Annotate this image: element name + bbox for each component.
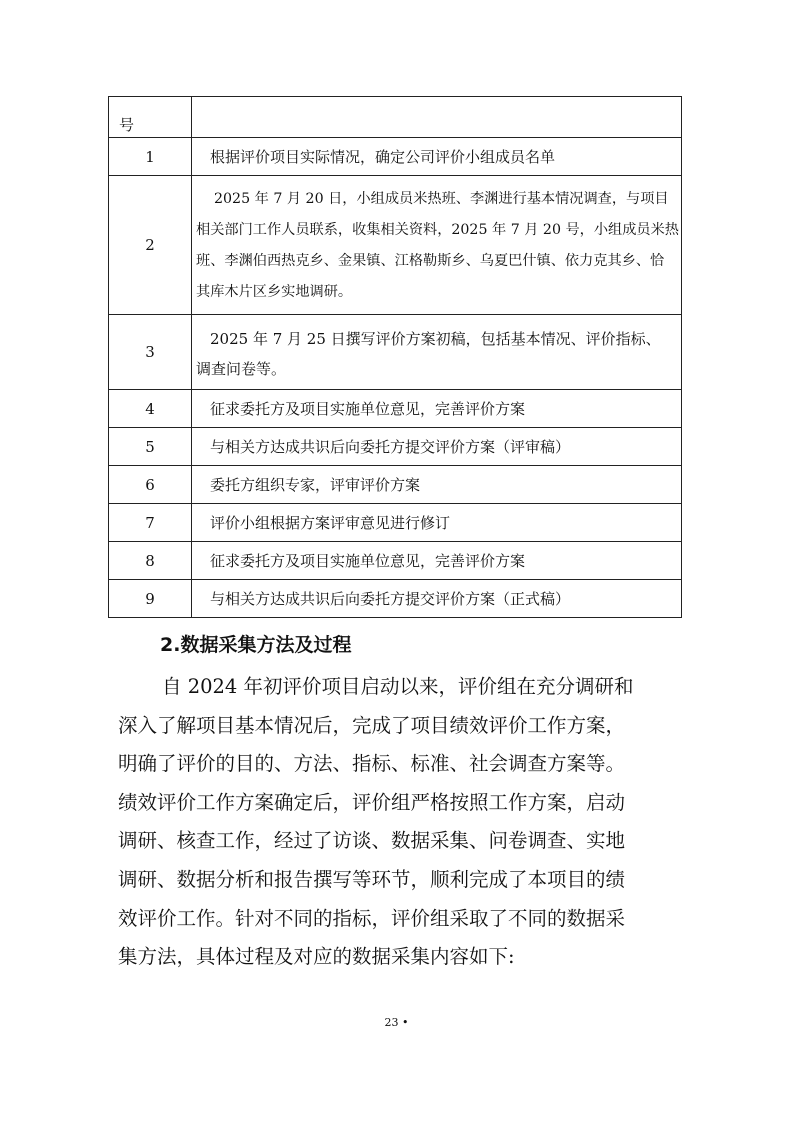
- row-content: [192, 390, 682, 428]
- row-line: 班、李渊伯西热克乡、金果镇、江格勒斯乡、乌夏巴什镇、依力克其乡、恰: [196, 253, 665, 269]
- header-number-cell: 号: [109, 97, 192, 138]
- table-row: [109, 466, 682, 504]
- row-number: 2: [109, 176, 192, 315]
- paragraph-line: 明确了评价的目的、方法、指标、标准、社会调查方案等。: [118, 752, 626, 776]
- row-line: 征求委托方及项目实施单位意见，完善评价方案: [210, 400, 526, 418]
- row-content: [192, 176, 682, 315]
- row-line: 与相关方达成共识后向委托方提交评价方案（评审稿）: [210, 438, 571, 456]
- row-content: [192, 466, 682, 504]
- paragraph-line: 深入了解项目基本情况后，完成了项目绩效评价工作方案，: [118, 713, 626, 737]
- header-content-cell: [192, 97, 682, 138]
- table-row: [109, 580, 682, 618]
- paragraph-line: 集方法，具体过程及对应的数据采集内容如下:: [118, 945, 515, 969]
- row-line: 2025 年 7 月 25 日撰写评价方案初稿，包括基本情况、评价指标、: [210, 330, 661, 348]
- table-header-row: [109, 97, 682, 138]
- row-line: 委托方组织专家，评审评价方案: [210, 476, 421, 494]
- paragraph-line: 自 2024 年初评价项目启动以来，评价组在充分调研和: [162, 675, 634, 698]
- row-line: 根据评价项目实际情况，确定公司评价小组成员名单: [210, 148, 556, 166]
- paragraph-line: 调研、核查工作，经过了访谈、数据采集、问卷调查、实地: [118, 829, 626, 853]
- row-number: 9: [109, 580, 192, 618]
- row-number: 3: [109, 315, 192, 390]
- row-line: 相关部门工作人员联系，收集相关资料，2025 年 7 月 20 号，小组成员米热: [196, 222, 679, 238]
- row-content: [192, 542, 682, 580]
- row-number: 1: [109, 138, 192, 176]
- row-line: 征求委托方及项目实施单位意见，完善评价方案: [210, 552, 526, 570]
- paragraph-line: 调研、数据分析和报告撰写等环节，顺利完成了本项目的绩: [118, 867, 626, 891]
- table-row: [109, 176, 682, 315]
- row-line: 其库木片区乡实地调研。: [196, 284, 353, 300]
- row-content: [192, 504, 682, 542]
- table-row: [109, 138, 682, 176]
- table-row: [109, 390, 682, 428]
- row-content: [192, 315, 682, 390]
- row-number: 6: [109, 466, 192, 504]
- row-line: 调查问卷等。: [196, 360, 287, 378]
- paragraph-line: 绩效评价工作方案确定后，评价组严格按照工作方案，启动: [118, 790, 626, 814]
- row-line: 2025 年 7 月 20 日，小组成员米热班、李渊进行基本情况调查，与项目: [214, 191, 669, 207]
- row-number: 5: [109, 428, 192, 466]
- table-row: [109, 428, 682, 466]
- page-number: 23 •: [384, 1016, 409, 1029]
- row-number: 8: [109, 542, 192, 580]
- row-number: 4: [109, 390, 192, 428]
- paragraph-line: 效评价工作。针对不同的指标，评价组采取了不同的数据采: [118, 906, 626, 930]
- workflow-table: [108, 96, 682, 618]
- row-line: 评价小组根据方案评审意见进行修订: [210, 514, 451, 532]
- row-number: 7: [109, 504, 192, 542]
- row-content: [192, 580, 682, 618]
- row-content: [192, 138, 682, 176]
- row-line: 与相关方达成共识后向委托方提交评价方案（正式稿）: [210, 590, 571, 608]
- table-row: [109, 504, 682, 542]
- section-paragraph: [118, 668, 688, 977]
- table-row: [109, 542, 682, 580]
- row-content: [192, 428, 682, 466]
- table-row: [109, 315, 682, 390]
- section-heading: 2.数据采集方法及过程: [160, 634, 352, 656]
